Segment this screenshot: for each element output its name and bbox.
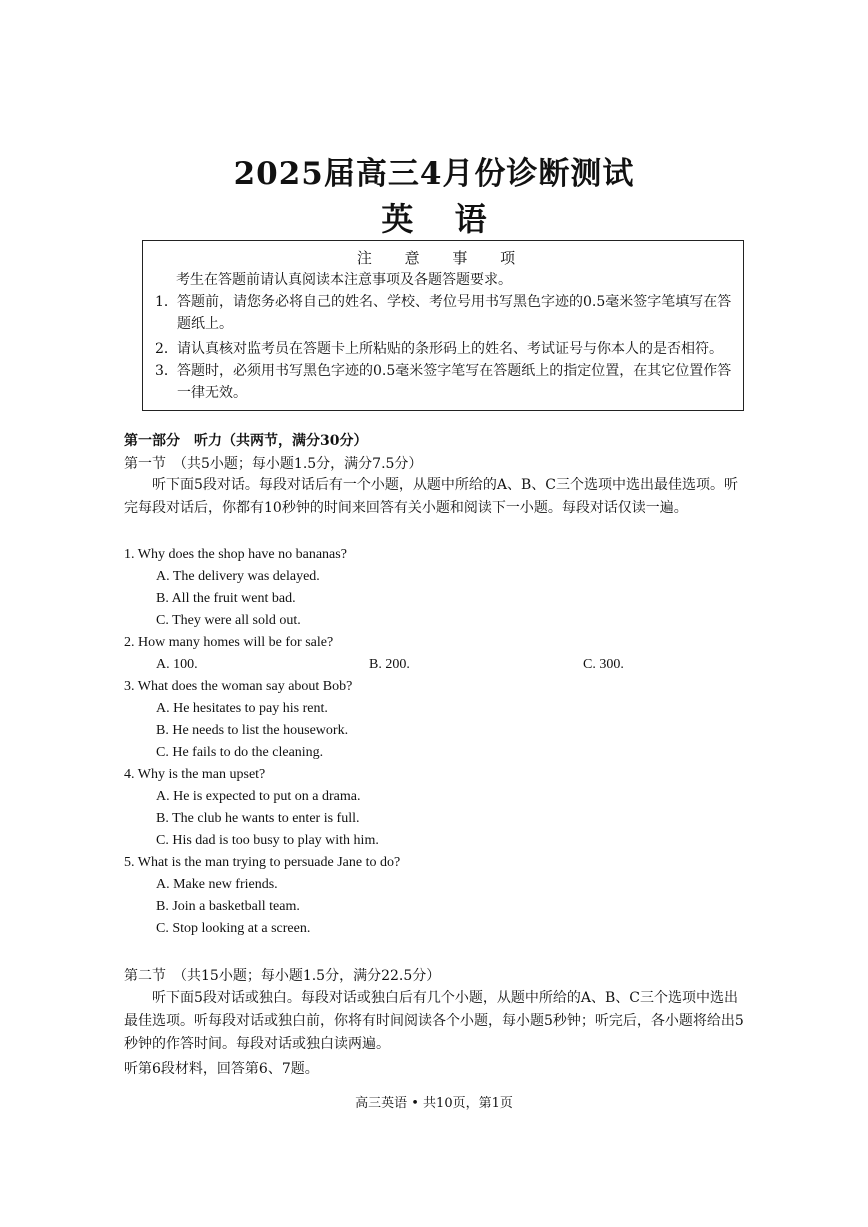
- notice-item-3: [155, 360, 733, 404]
- question-1-option-b: B. All the fruit went bad.: [156, 591, 296, 606]
- question-1-stem: 1. Why does the shop have no bananas?: [124, 547, 347, 562]
- notice-item-text: 答题前，请您务必将自己的姓名、学校、考位号用书写黑色字迹的0.5毫米签字笔填写在答题纸上。: [177, 294, 732, 332]
- material-instruction: 听第6段材料，回答第6、7题。: [124, 1061, 319, 1077]
- notice-heading: 注 意 事 项: [356, 249, 530, 267]
- page-footer: 高三英语 • 共10页，第1页: [355, 1096, 513, 1111]
- question-5-option-c: C. Stop looking at a screen.: [156, 921, 311, 936]
- exam-title: 2025届高三4月份诊断测试: [233, 156, 635, 192]
- notice-item-number: 2．: [155, 341, 178, 357]
- question-2-option-a: A. 100.: [156, 657, 198, 672]
- notice-item-number: 1．: [155, 294, 178, 310]
- question-4-option-a: A. He is expected to put on a drama.: [156, 789, 361, 804]
- section1-instruction: 听下面5段对话。每段对话后有一个小题，从题中所给的A、B、C三个选项中选出最佳选项。听完每段对话后，你都有10秒钟的时间来回答有关小题和阅读下一小题。每段对话仅读一遍。: [124, 477, 739, 516]
- notice-item-2: [155, 338, 733, 360]
- question-1-option-a: A. The delivery was delayed.: [156, 569, 320, 584]
- notice-box: [142, 240, 744, 411]
- section1-heading: 第一节 （共5小题；每小题1.5分，满分7.5分）: [124, 456, 423, 472]
- question-2-option-c: C. 300.: [583, 657, 624, 672]
- section2-instruction: 听下面5段对话或独白。每段对话或独白后有几个小题，从题中所给的A、B、C三个选项中选出最佳选项。听每段对话或独白前，你将有时间阅读各个小题，每小题5秒钟；听完后，各小题将给出5秒钟的作答时间。每段对话或独白读两遍。: [124, 990, 744, 1052]
- notice-item-1: [155, 291, 733, 335]
- question-3-option-a: A. He hesitates to pay his rent.: [156, 701, 328, 716]
- question-2-stem: 2. How many homes will be for sale?: [124, 635, 334, 650]
- part1-heading: 第一部分 听力（共两节，满分30分）: [124, 433, 368, 449]
- question-2-option-b: B. 200.: [369, 657, 410, 672]
- notice-item-text: 请认真核对监考员在答题卡上所粘贴的条形码上的姓名、考试证号与你本人的是否相符。: [177, 341, 723, 357]
- question-5-stem: 5. What is the man trying to persuade Jane to do?: [124, 855, 401, 870]
- question-4-option-b: B. The club he wants to enter is full.: [156, 811, 360, 826]
- notice-item-text: 答题时，必须用书写黑色字迹的0.5毫米签字笔写在答题纸上的指定位置，在其它位置作答一律无效。: [177, 363, 732, 401]
- notice-intro: 考生在答题前请认真阅读本注意事项及各题答题要求。: [176, 272, 512, 288]
- question-5-option-b: B. Join a basketball team.: [156, 899, 300, 914]
- question-3-option-b: B. He needs to list the housework.: [156, 723, 349, 738]
- question-1-option-c: C. They were all sold out.: [156, 613, 301, 628]
- question-4-stem: 4. Why is the man upset?: [124, 767, 266, 782]
- question-3-option-c: C. He fails to do the cleaning.: [156, 745, 324, 760]
- question-5-option-a: A. Make new friends.: [156, 877, 278, 892]
- notice-item-number: 3．: [155, 363, 178, 379]
- subject-title: 英 语: [381, 200, 487, 238]
- section2-heading: 第二节 （共15小题；每小题1.5分，满分22.5分）: [124, 968, 441, 984]
- question-3-stem: 3. What does the woman say about Bob?: [124, 679, 353, 694]
- question-4-option-c: C. His dad is too busy to play with him.: [156, 833, 379, 848]
